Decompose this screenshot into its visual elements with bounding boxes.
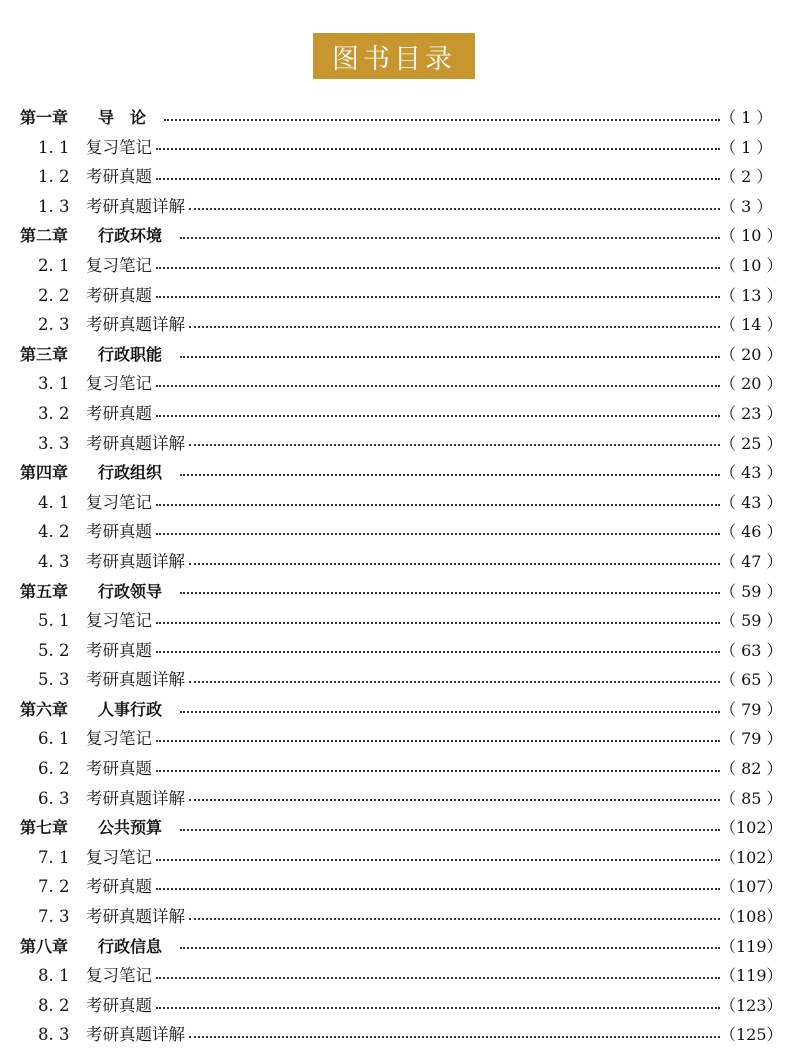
toc-section-row[interactable] <box>20 991 783 1021</box>
dot-leader <box>180 592 720 594</box>
toc-page-number: （125） <box>720 1025 783 1045</box>
toc-entry-title: 人事行政 <box>98 699 163 719</box>
toc-section-row[interactable] <box>20 429 783 459</box>
dot-leader <box>156 622 720 624</box>
toc-section-row[interactable] <box>20 133 772 163</box>
toc-entry-number: 2. 3 <box>38 315 70 335</box>
toc-chapter-row[interactable] <box>20 813 783 843</box>
dot-leader <box>189 326 720 328</box>
toc-section-row[interactable] <box>20 251 783 281</box>
toc-entry-number: 第五章 <box>20 581 69 601</box>
toc-entry-number: 5. 2 <box>38 640 70 660</box>
toc-entry-title: 复习笔记 <box>86 492 152 512</box>
dot-leader <box>189 799 720 801</box>
toc-entry-number: 8. 2 <box>38 995 70 1015</box>
toc-entry-number: 第一章 <box>20 108 69 127</box>
toc-entry-title: 考研真题 <box>86 759 152 779</box>
toc-entry-title: 考研真题 <box>86 522 152 542</box>
toc-page-number: （ 20 ） <box>720 344 783 364</box>
dot-leader <box>156 533 720 535</box>
toc-entry-title: 公共预算 <box>98 818 163 838</box>
toc-page-number: （102） <box>720 847 783 867</box>
toc-entry-number: 2. 1 <box>38 255 70 275</box>
toc-section-row[interactable] <box>20 606 783 636</box>
toc-entry-number: 6. 3 <box>38 788 70 808</box>
toc-entry-title: 行政环境 <box>98 226 163 246</box>
toc-entry-title: 行政领导 <box>98 581 163 601</box>
toc-chapter-row[interactable] <box>20 577 783 607</box>
dot-leader <box>156 977 720 979</box>
toc-entry-title: 考研真题详解 <box>86 788 185 808</box>
toc-section-row[interactable] <box>20 281 783 311</box>
toc-entry-number: 4. 2 <box>38 522 70 542</box>
toc-entry-number: 第四章 <box>20 463 69 483</box>
toc-entry-title: 考研真题 <box>86 877 152 897</box>
dot-leader <box>189 918 720 920</box>
toc-page-number: （ 1 ） <box>720 137 773 157</box>
toc-entry-title: 行政组织 <box>98 463 163 483</box>
toc-page-number: （ 23 ） <box>720 403 783 423</box>
dot-leader <box>164 119 720 121</box>
toc-page-number: （123） <box>720 995 783 1015</box>
toc-entry-number: 1. 3 <box>38 196 70 216</box>
toc-page-number: （119） <box>720 936 783 956</box>
toc-page-number: （ 79 ） <box>720 699 783 719</box>
toc-section-row[interactable] <box>20 517 783 547</box>
toc-page-number: （ 20 ） <box>720 374 783 394</box>
toc-page-number: （108） <box>720 907 783 927</box>
table-of-contents <box>20 103 783 1050</box>
dot-leader <box>189 208 720 210</box>
toc-page-number: （ 13 ） <box>720 285 783 305</box>
toc-page-number: （ 25 ） <box>720 433 783 453</box>
toc-entry-number: 6. 1 <box>38 729 70 749</box>
toc-entry-title: 行政信息 <box>98 936 163 956</box>
dot-leader <box>156 178 720 180</box>
dot-leader <box>180 711 720 713</box>
toc-page-number: （ 14 ） <box>720 315 783 335</box>
toc-entry-title: 考研真题详解 <box>86 551 185 571</box>
toc-entry-number: 3. 3 <box>38 433 70 453</box>
toc-page-number: （ 59 ） <box>720 581 783 601</box>
toc-section-row[interactable] <box>20 754 783 784</box>
toc-entry-number: 第三章 <box>20 344 69 364</box>
dot-leader <box>180 474 720 476</box>
toc-section-row[interactable] <box>20 192 772 222</box>
toc-section-row[interactable] <box>20 1020 783 1050</box>
dot-leader <box>156 1007 720 1009</box>
toc-entry-number: 第七章 <box>20 818 69 838</box>
toc-section-row[interactable] <box>20 636 783 666</box>
toc-page-number: （ 3 ） <box>720 196 773 216</box>
dot-leader <box>189 1036 720 1038</box>
toc-entry-number: 3. 2 <box>38 403 70 423</box>
toc-entry-number: 第二章 <box>20 226 69 246</box>
dot-leader <box>180 829 720 831</box>
toc-page-number: （ 46 ） <box>720 522 783 542</box>
dot-leader <box>156 415 720 417</box>
toc-section-row[interactable] <box>20 961 783 991</box>
toc-section-row[interactable] <box>20 724 783 754</box>
toc-entry-title: 复习笔记 <box>86 966 152 986</box>
toc-entry-title: 考研真题 <box>86 403 152 423</box>
toc-page-number: （ 43 ） <box>720 492 783 512</box>
toc-entry-number: 4. 1 <box>38 492 70 512</box>
toc-entry-number: 7. 1 <box>38 847 70 867</box>
toc-entry-number: 3. 1 <box>38 374 70 394</box>
toc-entry-title: 复习笔记 <box>86 374 152 394</box>
toc-entry-number: 第八章 <box>20 936 69 956</box>
toc-page-number: （102） <box>720 818 783 838</box>
toc-entry-title: 复习笔记 <box>86 611 152 631</box>
toc-entry-number: 1. 1 <box>38 137 70 157</box>
toc-entry-number: 8. 3 <box>38 1025 70 1045</box>
toc-section-row[interactable] <box>20 665 783 695</box>
toc-section-row[interactable] <box>20 310 783 340</box>
toc-entry-title: 考研真题 <box>86 995 152 1015</box>
dot-leader <box>180 356 720 358</box>
toc-section-row[interactable] <box>20 369 783 399</box>
dot-leader <box>156 148 720 150</box>
toc-entry-title: 考研真题详解 <box>86 433 185 453</box>
dot-leader <box>189 444 720 446</box>
toc-entry-title: 考研真题 <box>86 640 152 660</box>
toc-entry-title: 导 论 <box>98 108 147 127</box>
toc-entry-title: 考研真题 <box>86 285 152 305</box>
toc-page-number: （ 10 ） <box>720 255 783 275</box>
dot-leader <box>156 651 720 653</box>
dot-leader <box>156 267 720 269</box>
page-title: 图书目录 <box>313 33 475 79</box>
dot-leader <box>189 681 720 683</box>
toc-entry-title: 复习笔记 <box>86 729 152 749</box>
toc-entry-number: 第六章 <box>20 699 69 719</box>
toc-section-row[interactable] <box>20 902 783 932</box>
toc-page-number: （107） <box>720 877 783 897</box>
toc-entry-title: 考研真题详解 <box>86 907 185 927</box>
toc-entry-number: 6. 2 <box>38 759 70 779</box>
toc-chapter-row[interactable] <box>20 221 783 251</box>
toc-page-number: （ 43 ） <box>720 463 783 483</box>
toc-section-row[interactable] <box>20 843 783 873</box>
toc-chapter-row[interactable] <box>20 458 783 488</box>
toc-page-number: （ 59 ） <box>720 611 783 631</box>
toc-chapter-row[interactable] <box>20 340 783 370</box>
toc-page-number: （ 10 ） <box>720 226 783 246</box>
dot-leader <box>180 947 720 949</box>
toc-entry-number: 4. 3 <box>38 551 70 571</box>
toc-entry-title: 考研真题详解 <box>86 1025 185 1045</box>
toc-entry-title: 复习笔记 <box>86 847 152 867</box>
toc-entry-title: 考研真题 <box>86 167 152 187</box>
dot-leader <box>156 296 720 298</box>
toc-page-number: （ 63 ） <box>720 640 783 660</box>
toc-section-row[interactable] <box>20 488 783 518</box>
dot-leader <box>156 385 720 387</box>
toc-page-number: （ 79 ） <box>720 729 783 749</box>
toc-section-row[interactable] <box>20 872 783 902</box>
toc-entry-number: 7. 3 <box>38 907 70 927</box>
dot-leader <box>156 888 720 890</box>
toc-entry-number: 8. 1 <box>38 966 70 986</box>
toc-entry-number: 5. 1 <box>38 611 70 631</box>
dot-leader <box>156 740 720 742</box>
dot-leader <box>156 770 720 772</box>
dot-leader <box>156 859 720 861</box>
toc-section-row[interactable] <box>20 399 783 429</box>
toc-page-number: （ 1 ） <box>720 108 773 127</box>
toc-entry-title: 行政职能 <box>98 344 163 364</box>
dot-leader <box>180 237 720 239</box>
dot-leader <box>189 563 720 565</box>
toc-page-number: （ 65 ） <box>720 670 783 690</box>
toc-entry-title: 复习笔记 <box>86 255 152 275</box>
toc-entry-title: 考研真题详解 <box>86 315 185 335</box>
toc-chapter-row[interactable] <box>20 695 783 725</box>
toc-entry-number: 1. 2 <box>38 167 70 187</box>
toc-page-number: （ 82 ） <box>720 759 783 779</box>
toc-section-row[interactable] <box>20 547 783 577</box>
dot-leader <box>156 504 720 506</box>
toc-entry-number: 2. 2 <box>38 285 70 305</box>
toc-entry-title: 复习笔记 <box>86 137 152 157</box>
toc-page-number: （ 47 ） <box>720 551 783 571</box>
toc-page-number: （ 85 ） <box>720 788 783 808</box>
toc-chapter-row[interactable] <box>20 932 783 962</box>
toc-entry-title: 考研真题详解 <box>86 670 185 690</box>
toc-entry-number: 7. 2 <box>38 877 70 897</box>
toc-entry-number: 5. 3 <box>38 670 70 690</box>
toc-page-number: （ 2 ） <box>720 167 773 187</box>
toc-section-row[interactable] <box>20 162 772 192</box>
toc-page-number: （119） <box>720 966 783 986</box>
toc-entry-title: 考研真题详解 <box>86 196 185 216</box>
toc-section-row[interactable] <box>20 784 783 814</box>
toc-chapter-row[interactable] <box>20 103 772 133</box>
